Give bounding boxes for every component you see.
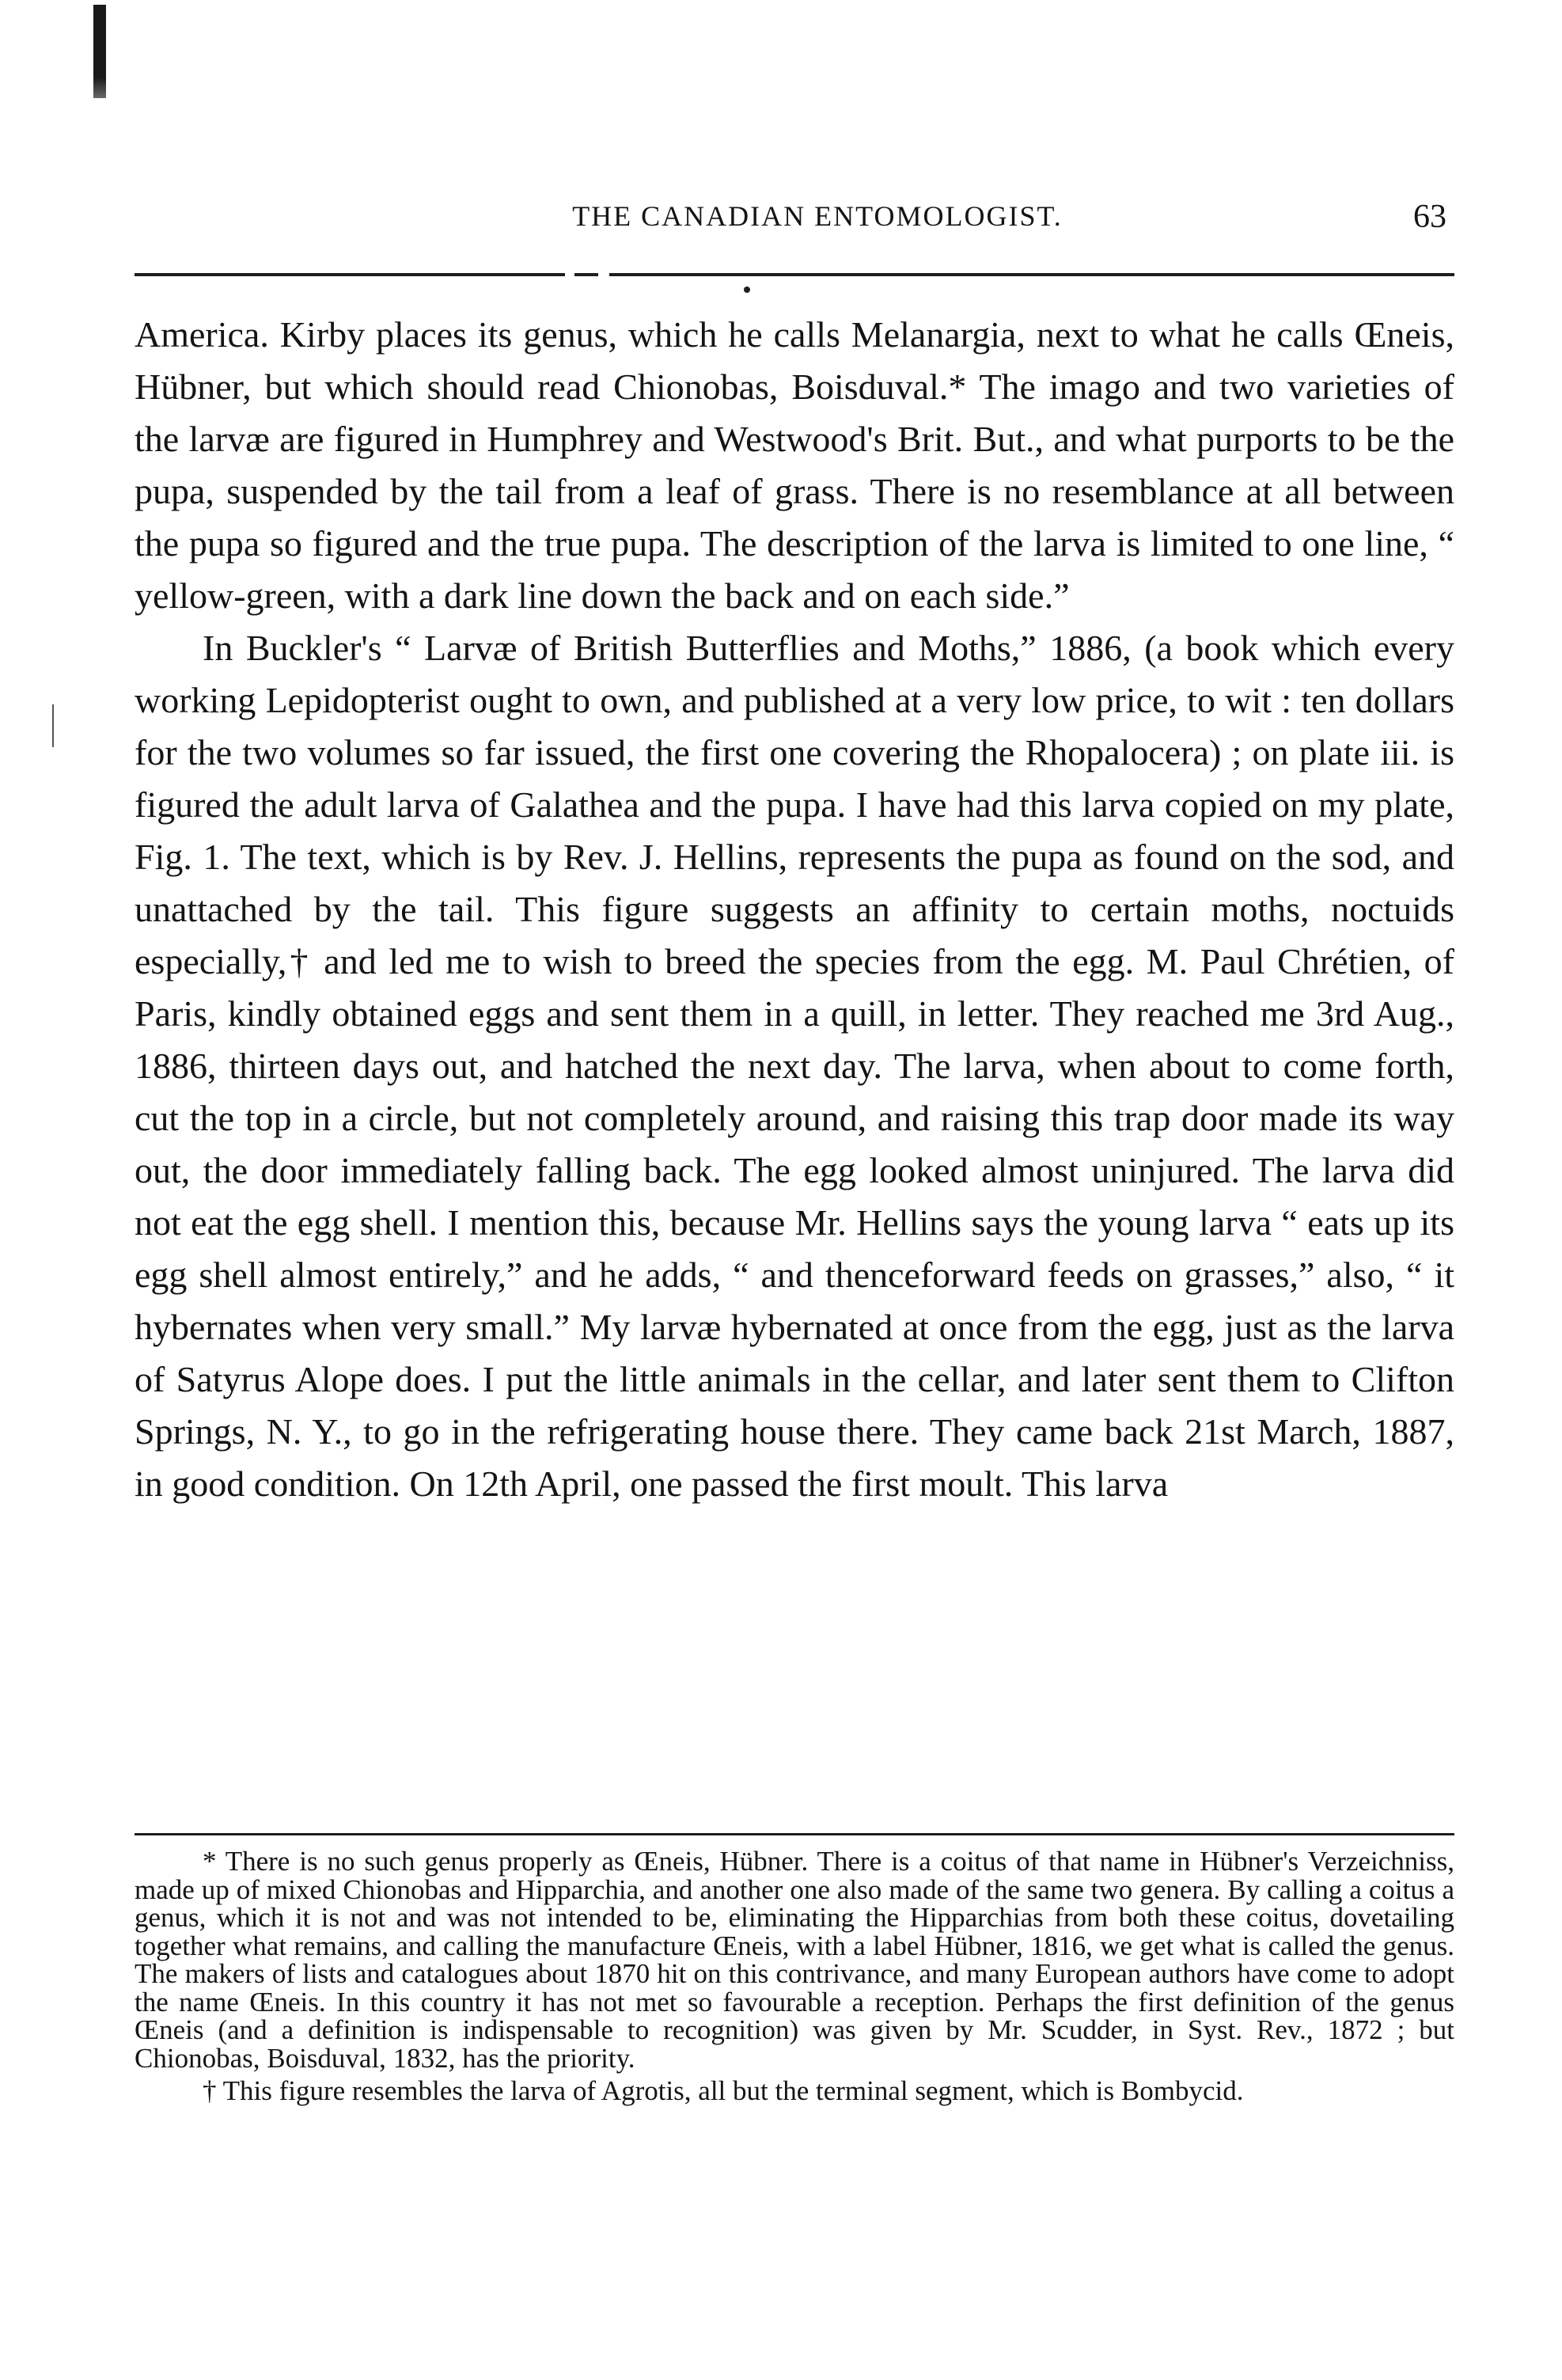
page-number: 63 <box>1413 199 1446 235</box>
journal-title: THE CANADIAN ENTOMOLOGIST. <box>572 200 1063 232</box>
header-rule-right <box>609 273 1454 276</box>
margin-mark <box>52 704 54 747</box>
footnotes <box>135 1847 1454 2105</box>
running-header <box>188 199 1446 247</box>
paragraph-1: America. Kirby places its genus, which he calls Melanargia, next to what he calls Œneis, Hübner, but which should read Chionobas, Boisduval.* The imago and two varieties of the larvæ are figured in Humphrey and Westwood's Brit. But., and what purports to be the pupa, suspended by the tail from a leaf of grass. There is no resemblance at all between the pupa so figured and the true pupa. The description of the larva is limited to one line, “ yellow-green, with a dark line down the back and on each side.” <box>135 314 1454 616</box>
header-rule-dash <box>574 273 598 276</box>
header-rule-left <box>135 273 565 276</box>
footnote-dagger: † This figure resembles the larva of Agrotis, all but the terminal segment, which is Bombycid. <box>203 2075 1244 2106</box>
header-rule-dot <box>744 287 750 293</box>
footnote-rule <box>135 1833 1454 1835</box>
scan-edge-mark <box>93 5 106 98</box>
main-text <box>135 309 1454 1510</box>
paragraph-2: In Buckler's “ Larvæ of British Butterflies and Moths,” 1886, (a book which every working Lepidopterist ought to own, and published at a very low price, to wit : ten dollars for the two volumes so far issued, the first one covering the Rhopalocera) ; on plate iii. is figured the adult larva of Galathea and the pupa. I have had this larva copied on my plate, Fig. 1. The text, which is by Rev. J. Hellins, represents the pupa as found on the sod, and unattached by the tail. This figure suggests an affinity to certain moths, noctuids especially,† and led me to wish to breed the species from the egg. M. Paul Chrétien, of Paris, kindly obtained eggs and sent them in a quill, in letter. They reached me 3rd Aug., 1886, thirteen days out, and hatched the next day. The larva, when about to come forth, cut the top in a circle, but not completely around, and raising this trap door made its way out, the door immediately falling back. The egg looked almost uninjured. The larva did not eat the egg shell. I mention this, because Mr. Hellins says the young larva “ eats up its egg shell almost entirely,” and he adds, “ and thenceforward feeds on grasses,” also, “ it hybernates when very small.” My larvæ hybernated at once from the egg, just as the larva of Satyrus Alope does. I put the little animals in the cellar, and later sent them to Clifton Springs, N. Y., to go in the refrigerating house there. They came back 21st March, 1887, in good condition. On 12th April, one passed the first moult. This larva <box>135 628 1454 1504</box>
footnote-star: * There is no such genus properly as Œneis, Hübner. There is a coitus of that name in Hübner's Verzeichniss, made up of mixed Chionobas and Hipparchia, and another one also made of the same two genera. By calling a coitus a genus, which it is not and was not intended to be, eliminating the Hipparchias from both these coitus, dovetailing together what remains, and calling the manufacture Œneis, with a label Hübner, 1816, we get what is called the genus. The makers of lists and catalogues about 1870 hit on this contrivance, and many European authors have come to adopt the name Œneis. In this country it has not met so favourable a reception. Perhaps the first definition of the genus Œneis (and a definition is indispensable to recognition) was given by Mr. Scudder, in Syst. Rev., 1872 ; but Chionobas, Boisduval, 1832, has the priority. <box>135 1846 1454 2074</box>
